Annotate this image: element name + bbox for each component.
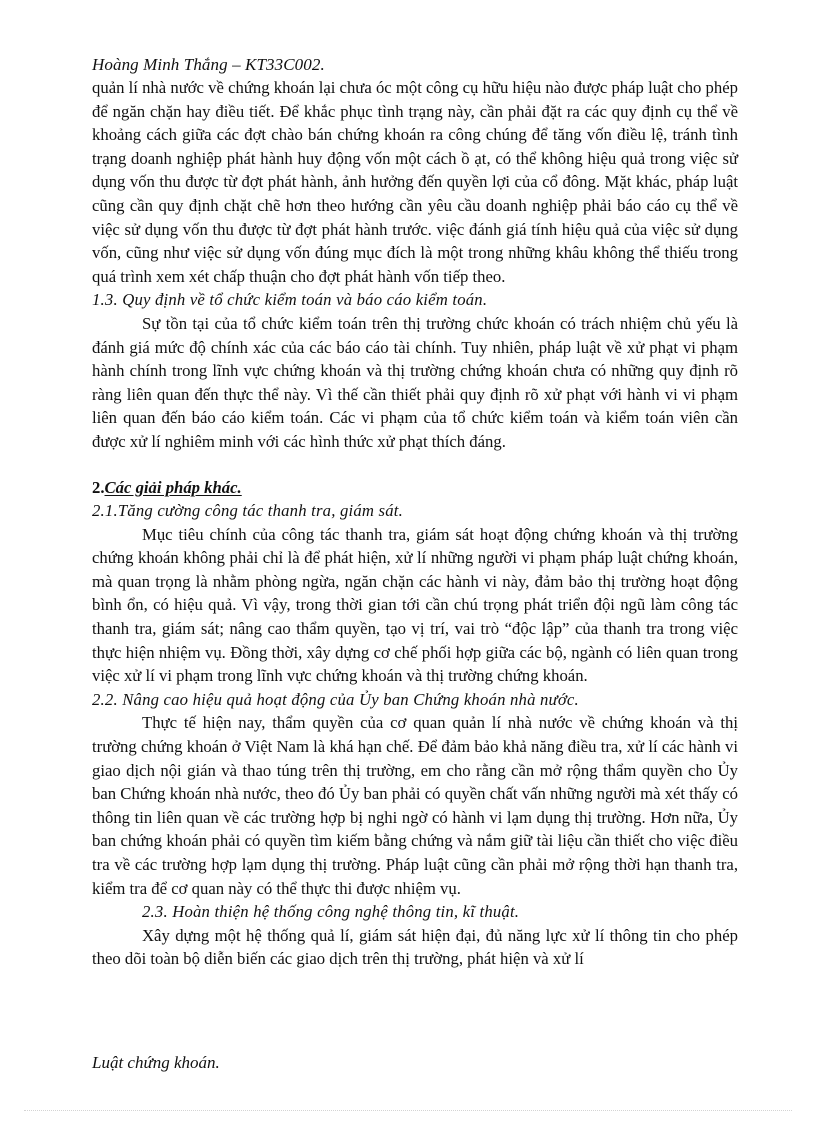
subheading-1-3: 1.3. Quy định về tổ chức kiểm toán và báo cáo kiểm toán.: [92, 290, 488, 310]
subheading-2-1: 2.1.Tăng cường công tác thanh tra, giám sát.: [92, 501, 403, 521]
section-heading-2: [92, 476, 738, 500]
page-header-author: Hoàng Minh Thắng – KT33C002.: [92, 55, 325, 74]
paragraph-3: Mục tiêu chính của công tác thanh tra, giám sát hoạt động chứng khoán và thị trường chứng khoán không phải chỉ là để phát hiện, xử lí những người vi phạm pháp luật chứng khoán, mà quan trọng là nhằm phòng ngừa, ngăn chặn các hành vi này, đảm bảo thị trường hoạt động bình ổn, có hiệu quả. Vì vậy, trong thời gian tới cần chú trọng phát triển đội ngũ làm công tác thanh tra, giám sát; nâng cao thẩm quyền, tạo vị trí, vai trò “độc lập” của thanh tra trong việc thực hiện nhiệm vụ. Đồng thời, xây dựng cơ chế phối hợp giữa các bộ, ngành có liên quan trong việc xử lí vi phạm trong lĩnh vực chứng khoán và thị trường chứng khoán.: [92, 524, 738, 686]
page-footer: Luật chứng khoán.: [92, 1053, 220, 1072]
page-bottom-rule: [24, 1110, 792, 1111]
section-number: 2.: [92, 477, 105, 497]
document-body: [92, 76, 738, 971]
paragraph-5: Xây dựng một hệ thống quả lí, giám sát hiện đại, đủ năng lực xử lí thông tin cho phép theo dõi toàn bộ diễn biến các giao dịch trên thị trường, phát hiện và xử lí: [92, 925, 738, 969]
subheading-2-2: 2.2. Nâng cao hiệu quả hoạt động của Ủy ban Chứng khoán nhà nước.: [92, 689, 579, 709]
section-title: Các giải pháp khác.: [104, 477, 242, 497]
subheading-2-3: 2.3. Hoàn thiện hệ thống công nghệ thông tin, kĩ thuật.: [142, 902, 520, 922]
paragraph-4: Thực tế hiện nay, thẩm quyền của cơ quan quản lí nhà nước về chứng khoán và thị trường chứng khoán ở Việt Nam là khá hạn chế. Để đảm bảo khả năng điều tra, xử lí các hành vi giao dịch nội gián và thao túng trên thị trường, em cho rằng cần mở rộng thẩm quyền cho Ủy ban Chứng khoán nhà nước, theo đó Ủy ban phải có quyền chất vấn những người mà xét thấy có thông tin liên quan về các trường hợp bị nghi ngờ có hành vi lạm dụng thị trường. Hơn nữa, Ủy ban chứng khoán phải có quyền tìm kiếm bằng chứng và nắm giữ tài liệu cần thiết cho việc điều tra về các trường hợp lạm dụng thị trường. Pháp luật cũng cần phải mở rộng thời hạn thanh tra, kiểm tra để cơ quan này có thể thực thi được nhiệm vụ.: [92, 713, 738, 898]
paragraph-2: Sự tồn tại của tổ chức kiểm toán trên thị trường chức khoán có trách nhiệm chủ yếu là đánh giá mức độ chính xác của các báo cáo tài chính. Tuy nhiên, pháp luật về xử phạt vi phạm hành chính trong lĩnh vực chứng khoán và thị trường chứng khoán chưa có những quy định rõ ràng liên quan đến thực thể này. Vì thế cần thiết phải quy định rõ xử phạt với hành vi vi phạm liên quan đến báo cáo kiểm toán. Các vi phạm của tổ chức kiểm toán và kiểm toán viên cần được xử lí nghiêm minh với các hình thức xử phạt thích đáng.: [92, 313, 738, 451]
paragraph-1: quản lí nhà nước về chứng khoán lại chưa óc một công cụ hữu hiệu nào được pháp luật cho phép để ngăn chặn hay điều tiết. Để khắc phục tình trạng này, cần phải đặt ra các quy định cụ thể về khoảng cách giữa các đợt chào bán chứng khoán ra công chúng để tăng vốn điều lệ, tránh tình trạng doanh nghiệp phát hành huy động vốn một cách ồ ạt, có thể không hiệu quả trong việc sử dụng vốn thu được từ đợt phát hành, ảnh hưởng đến quyền lợi của cổ đông. Mặt khác, pháp luật cũng cần quy định chặt chẽ hơn theo hướng cần yêu cầu doanh nghiệp phải báo cáo cụ thể về việc sử dụng vốn thu được từ đợt phát hành trước. việc đánh giá tính hiệu quả của việc sử dụng vốn, cũng như việc sử dụng vốn đúng mục đích là một trong những khâu không thể thiếu trong quá trình xem xét chấp thuận cho đợt phát hành vốn tiếp theo.: [92, 78, 738, 286]
